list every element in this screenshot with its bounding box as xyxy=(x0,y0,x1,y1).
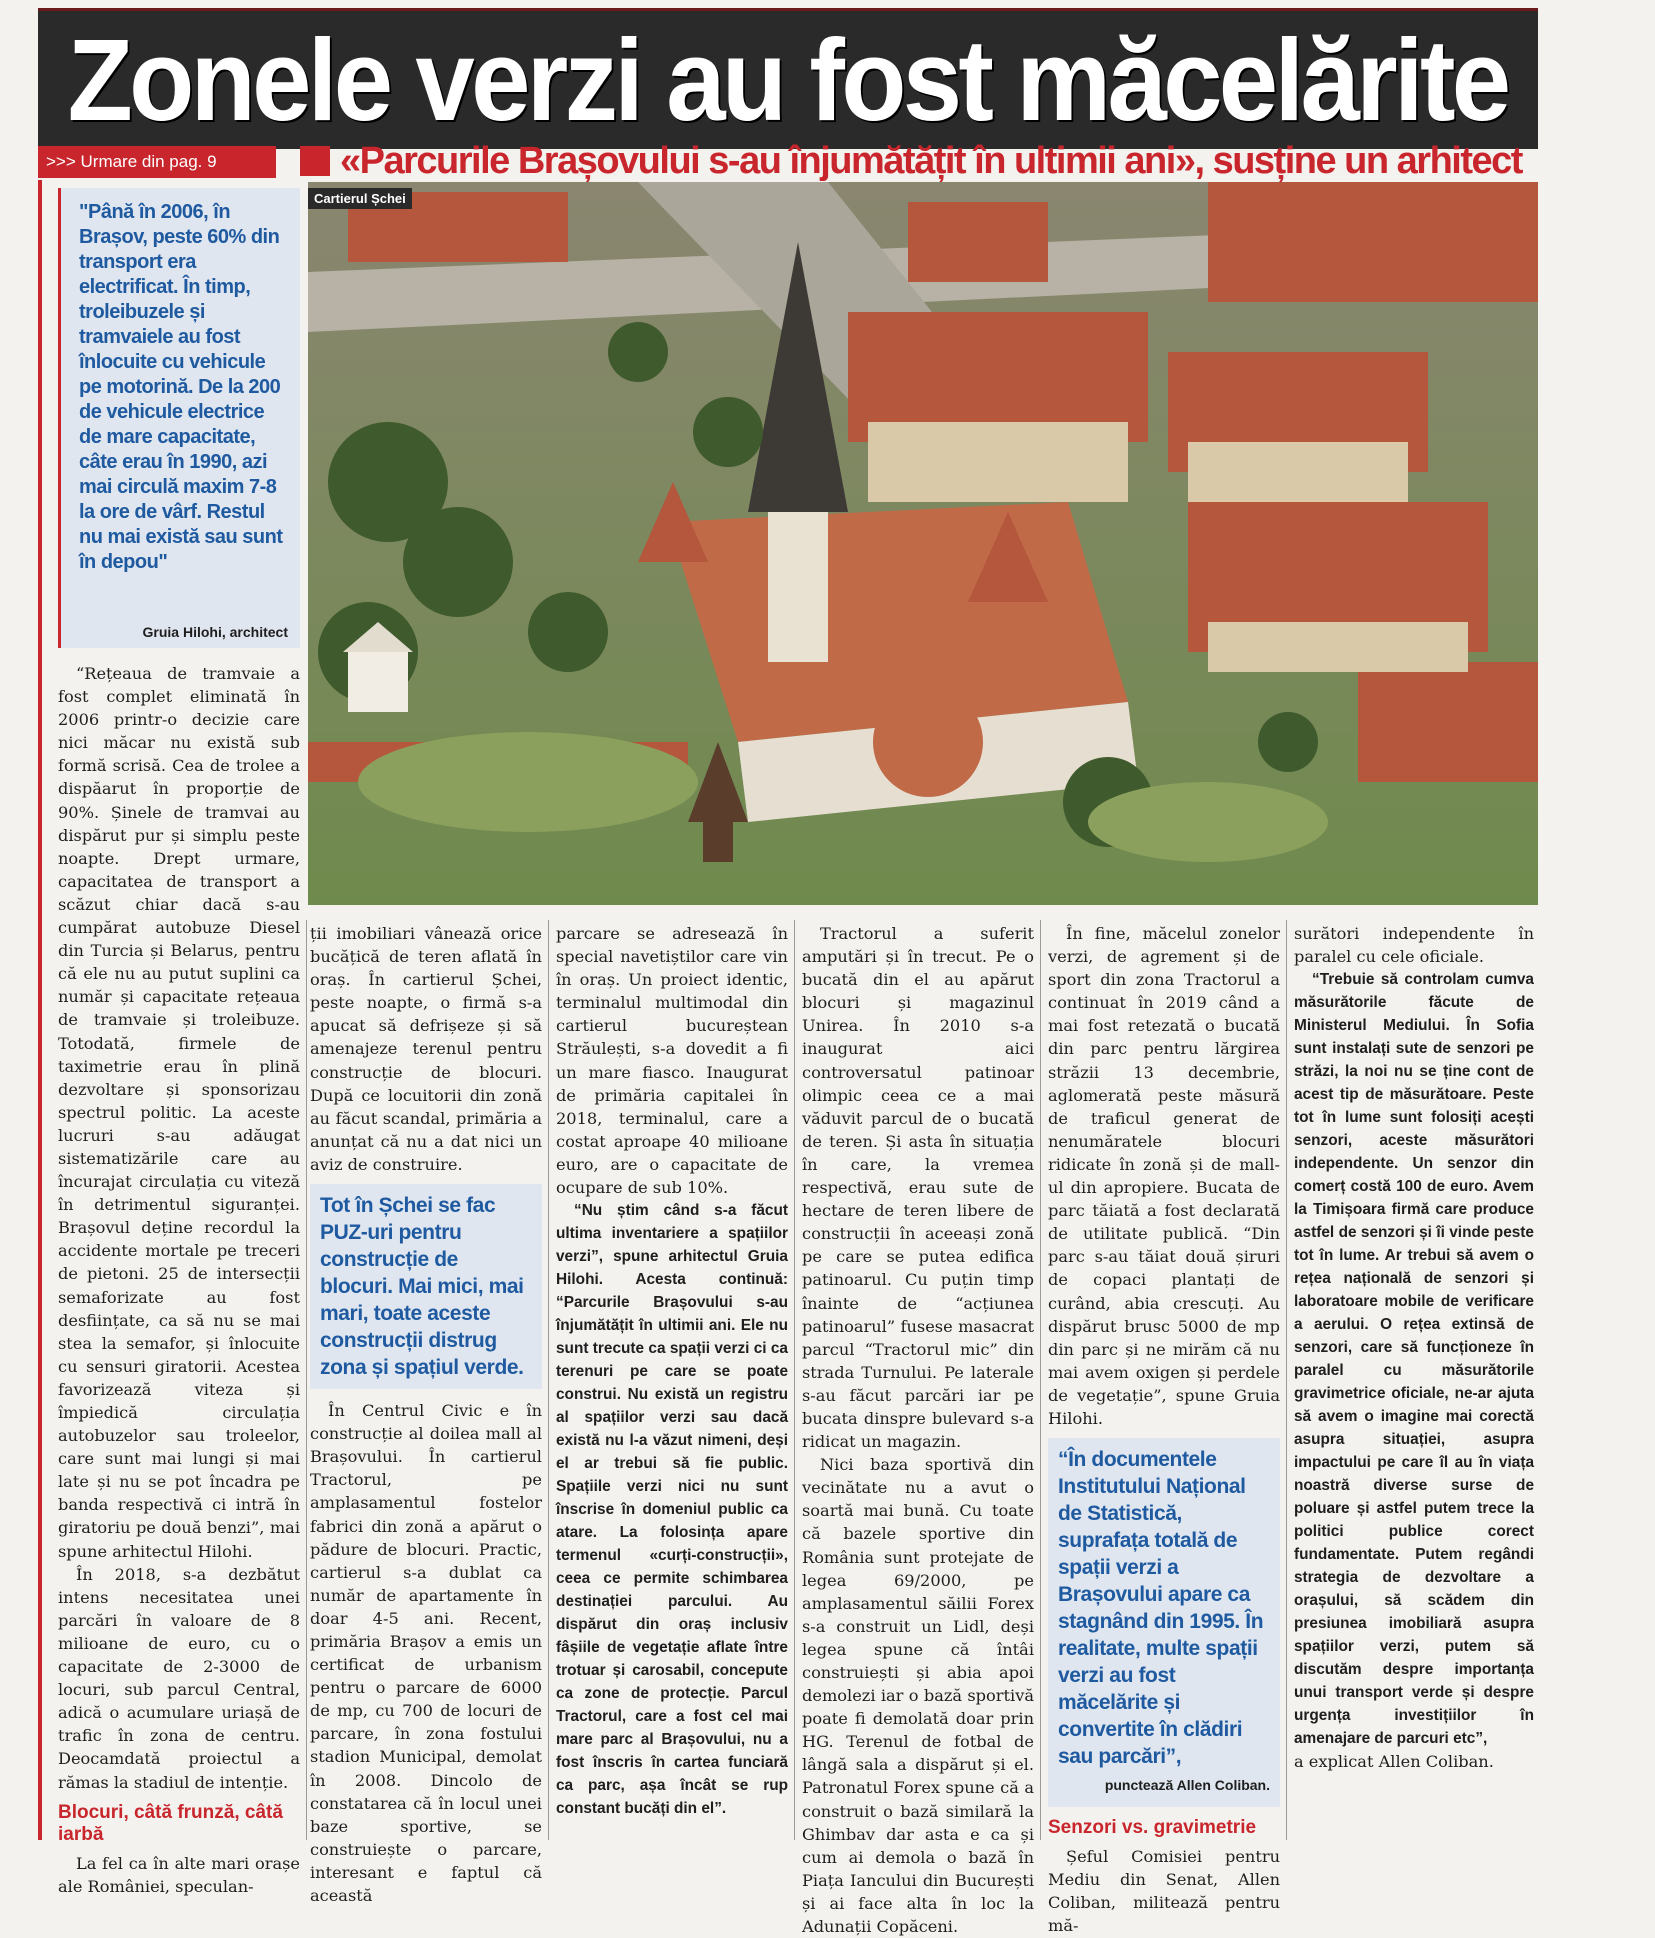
quote-text: "Până în 2006, în Brașov, peste 60% din transport era electrificat. În timp, troleibuzele și tramvaiele au fost înlocuite cu vehicule pe motorină. De la 200 de vehicule electrice de mare capacitate, câte erau în 1990, azi mai circulă maxim 7-8 la ore de vârf. Restul nu mai există sau sunt în depou" xyxy=(79,201,283,573)
column-divider xyxy=(548,920,549,1840)
paragraph: În 2018, s-a dezbătut intens necesitatea unei parcări în valoare de 8 milioane de euro, cu o capacitate de 2-3000 de locuri, sub parcul Central, adică o acumulare uriașă de trafic în zona de centru. Deocamdată proiectul a rămas la stadiul de intenție. xyxy=(58,1564,300,1792)
paragraph: surători independente în paralel cu cele oficiale. xyxy=(1294,924,1534,967)
article-column-6 xyxy=(1294,922,1534,1840)
headline: Zonele verzi au fost măcelărite xyxy=(68,15,1508,145)
section-heading: Senzori vs. gravimetrie xyxy=(1048,1817,1257,1839)
paragraph: Tractorul a suferit amputări și în trecut. Pe o bucată din el au apărut blocuri și magazinul Unirea. În 2010 s-a inaugurat aici controversatul patinoar olimpic ceea ce a mai văduvit parcul de o bucată de teren. Și asta în situația în care, la vremea respectivă, erau sute de hectare de teren libere de construcții în aceeași zonă pe care se putea edifica patinoarul. Cu puțin timp înainte de “acțiunea patinoarul” fusese masacrat parcul “Tractorul mic” din strada Turnului. Pe laterale s-au făcut parcări iar pe bucata dinspre bulevard s-a ridicat un magazin. xyxy=(802,924,1034,1452)
bold-paragraph: “Nu știm când s-a făcut ultima inventariere a spațiilor verzi”, spune arhitectul Gruia Hilohi. Acesta continuă: “Parcurile Brașovului s-au înjumătățit în ultimii ani. Ele nu sunt trecute ca spații verzi ci ca terenuri pe care se poate construi. Nu există un registru al spațiilor verzi sau dacă există nu l-a văzut nimeni, deși el ar trebui să fie public. Spațiile verzi nici nu sunt înscrise în domeniul public ca atare. La folosința apare termenul «curți-construcții», ceea ce permite schimbarea destinației parcului. Au dispărut din oraș inclusiv fâșiile de vegetație aflate între trotuar și carosabil, concepute ca zone de protecție. Parcul Tractorul, care a fost cel mai mare parc al Brașovului, nu a fost înscris în cartea funciară ca parc, așa încât se rup constant bucăți din el”. xyxy=(556,1202,788,1818)
article-column-3 xyxy=(556,922,788,1840)
column-divider xyxy=(306,920,307,1840)
photo-caption: Cartierul Șchei xyxy=(308,188,412,209)
aerial-photo-illustration xyxy=(308,182,1538,905)
bold-paragraph: “Trebuie să controlam cumva măsurătorile făcute de Ministerul Mediului. În Sofia sunt instalați sute de senzori pe străzi, la noi nu se ține cont de acest tip de măsurătoare. Peste tot în lume sunt folosiți acești senzori, aceste măsurători independente. Un senzor din comerț costă 100 de euro. Avem la Timișoara firmă care produce astfel de senzori și îi vinde peste tot în lume. Ar trebui să avem o rețea națională de senzori și laboratoare mobile de verificare a aerului. O rețea extinsă de senzori, care să funcționeze în paralel cu măsurătorile gravimetrice oficiale, ne-ar ajuta să avem o imagine mai corectă asupra situației, asupra impactului pe care îl au în viața noastră diverse surse de poluare și astfel putem trece la politici publice corect fundamentate. Putem regândi strategia de dezvoltare a orașului, să scădem din presiunea imobiliară asupra spațiilor verzi, putem să discutăm despre importanța unui transport verde și despre urgența investițiilor în amenajare de parcuri etc”, xyxy=(1294,971,1534,1748)
continued-from-label: >>> Urmare din pag. 9 xyxy=(38,146,276,178)
headline-banner xyxy=(38,8,1538,149)
section-heading: Blocuri, câtă frunză, câtă iarbă xyxy=(58,1801,283,1845)
paragraph: În Centrul Civic e în construcție al doilea mall al Brașovului. În cartierul Tractorul, pe amplasamentul fostelor fabrici din zonă a apărut o pădure de blocuri. Practic, cartierul s-a dublat ca număr de apartamente în doar 4-5 ani. Recent, primăria Brașov a emis un certificat de urbanism pentru o parcare de 6000 de mp, cu 700 de locuri de parcare, în zona fostului stadion Municipal, demolat în 2008. Dincolo de constatarea că în locul unei baze sportive, se construiește o parcare, interesant e faptul că această xyxy=(310,1401,542,1905)
paragraph: parcare se adresează în special navetiștilor care vin în oraș. Un proiect identic, terminalul multimodal din cartierul bucureștean Străulești, s-a dovedit a fi un mare fiasco. Inaugurat de primăria capitalei în 2018, terminalul, care a costat aproape 40 milioane euro, are o capacitate de ocupare de sub 10%. xyxy=(556,924,788,1198)
article-column-4 xyxy=(802,922,1034,1937)
article-column-5 xyxy=(1048,922,1280,1936)
column-divider xyxy=(1040,920,1041,1840)
paragraph: a explicat Allen Coliban. xyxy=(1294,1752,1494,1772)
red-square-bullet xyxy=(300,146,330,176)
paragraph: ții imobiliari vânează orice bucățică de teren aflată în oraș. În cartierul Șchei, peste noapte, o firmă s-a apucat să defrișeze și să amenajeze terenul pentru construcție de blocuri. După ce locuitorii din zonă au făcut scandal, primăria a anunțat că nu a dat nici un aviz de construire. xyxy=(310,924,542,1174)
pull-quote-text: “În documentele Institutului Național de Statistică, suprafața totală de spații verzi a Brașovului apare ca stagnând din 1995. În realitate, multe spații verzi au fost măcelărite și convertite în clădiri sau parcări”, xyxy=(1058,1448,1264,1769)
article-column-2 xyxy=(310,922,542,1905)
pull-quote-author: punctează Allen Coliban. xyxy=(1104,1777,1270,1794)
subheadline xyxy=(300,140,1540,182)
paragraph: “Rețeaua de tramvaie a fost complet eliminată în 2006 printr-o decizie care nici măcar nu există sub formă scrisă. Cea de trolee a dispăarut în proporție de 90%. Șinele de tramvai au dispărut pur și simplu peste noapte. Drept urmare, capacitatea de transport a scăzut chiar dacă s-au cumpărat autobuze Diesel din Turcia și Belarus, pentru că ele nu au putut suplini ca număr și capacitate rețeaua de tramvaie și troleibuze. Totodată, firmele de taximetrie erau în plină dezvoltare și sponsorizau spectrul politic. La aceste lucruri s-au adăugat sistematizările care au încurajat circulația cu viteză în detrimentul siguranței. Brașovul deține recordul la accidente mortale pe treceri de pietoni. 25 de intersecții semaforizate au fost desființate, ca să nu se mai stea la semafor, și înlocuite cu sensuri giratorii. Acestea favorizează viteza și împiedică circulația autobuzelor sau troleelor, care sunt mai lungi și mai late și nu se pot încadra pe banda respectivă ci intră în giratoriu pe două benzi”, mai spune arhitectul Hilohi. xyxy=(58,664,300,1561)
pull-quote xyxy=(1048,1438,1280,1807)
column-divider xyxy=(794,920,795,1840)
pull-quote: Tot în Șchei se fac PUZ-uri pentru construcție de blocuri. Mai mici, mai mari, toate aceste construcții distrug zona și spațiul verde. xyxy=(310,1184,542,1389)
column-divider xyxy=(1286,920,1287,1840)
paragraph: În fine, măcelul zonelor verzi, de agrement și de sport din zona Tractorul a continuat în 2019 când a mai fost retezată o bucată din parc pentru lărgirea străzii 13 decembrie, aglomerată peste măsură de traficul generat de nenumăratele blocuri ridicate în zonă și de mall-ul din apropiere. Bucata de parc tăiată a fost declarată de utilitate publică. “Din parc s-au tăiat două șiruri de copaci plantați de curând, abia crescuți. Au dispărut brusc 5000 de mp din parc și ne mirăm că nu mai avem oxigen și perdele de vegetație”, spune Gruia Hilohi. xyxy=(1048,924,1280,1428)
paragraph: La fel ca în alte mari orașe ale României, speculan- xyxy=(58,1853,300,1896)
quote-box-top xyxy=(58,188,300,648)
paragraph: Nici baza sportivă din vecinătate nu a avut o soartă mai bună. Cu toate că bazele sportive din România sunt protejate de legea 69/2000, pe amplasamentul săilii Forex s-a construit un Lidl, deși legea spune că întâi construiești și abia apoi demolezi iar o bază sportivă poate fi demolată doar prin HG. Terenul de fotbal de lângă sala a dispărut și el. Patronatul Forex spune că a construit o bază similară la Ghimbav dar asta e ca și cum ai demola o bază în Piața Iancului din București și ai face alta în loc la Adunații Copăceni. xyxy=(802,1455,1034,1937)
aerial-photo xyxy=(308,182,1538,905)
quote-author: Gruia Hilohi, architect xyxy=(142,624,288,640)
left-red-rule xyxy=(38,180,42,1840)
paragraph: Șeful Comisiei pentru Mediu din Senat, Allen Coliban, militează pentru mă- xyxy=(1048,1847,1280,1936)
article-column-1 xyxy=(58,662,300,1896)
subheadline-text: «Parcurile Brașovului s-au înjumătățit în ultimii ani», susține un arhitect xyxy=(340,139,1522,182)
